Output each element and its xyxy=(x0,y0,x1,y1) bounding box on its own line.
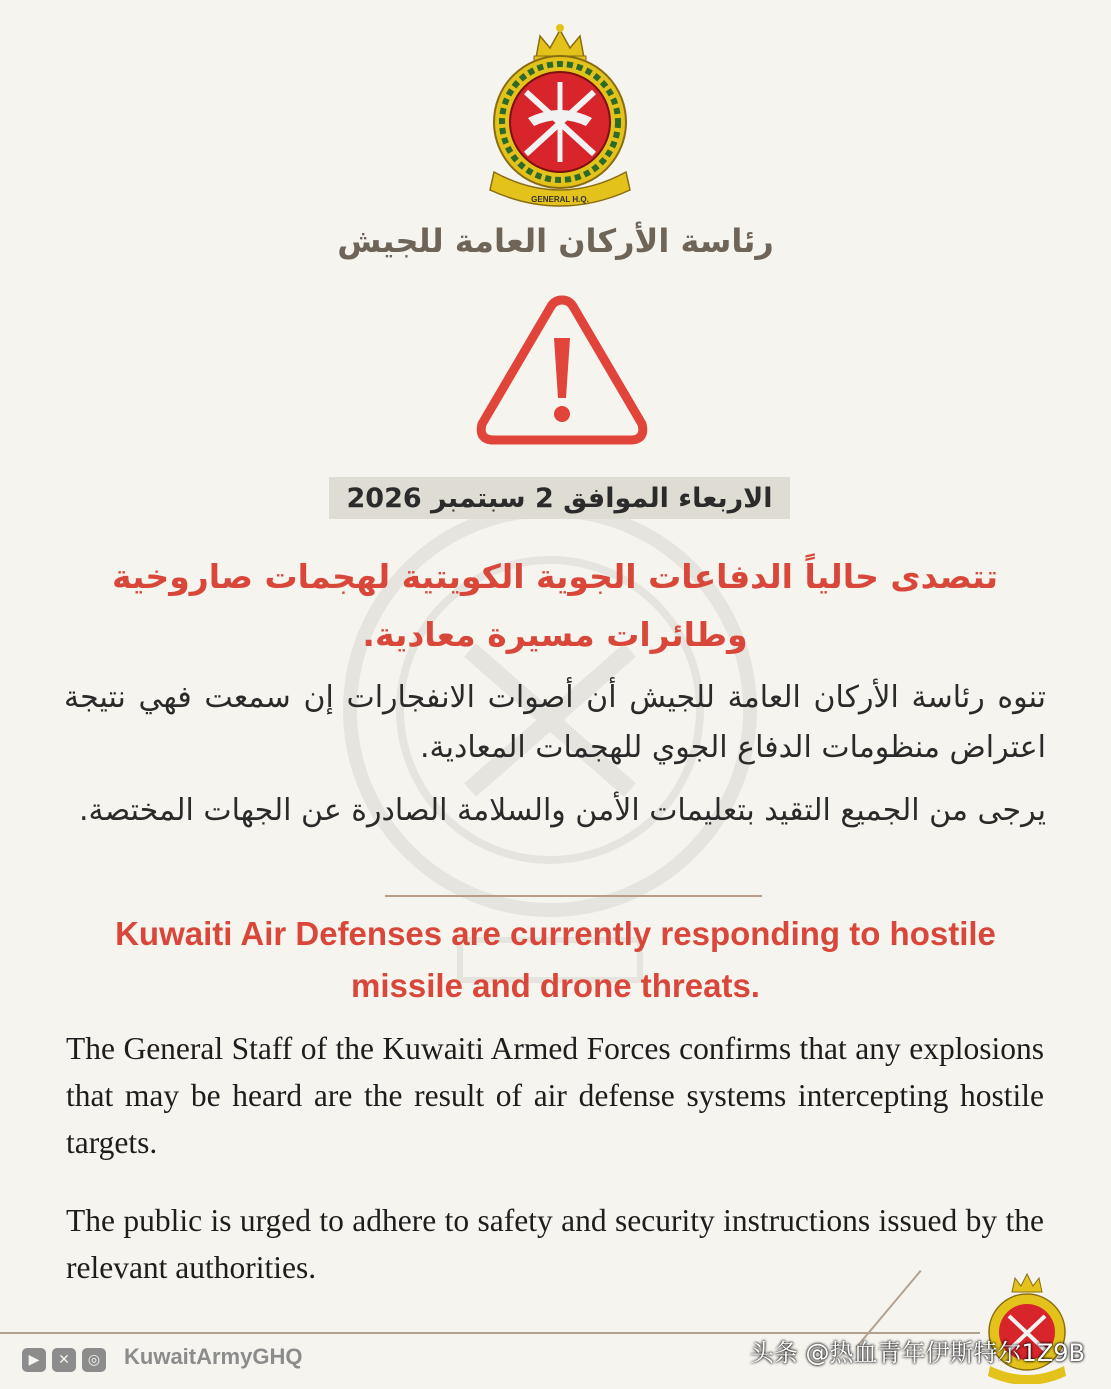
instagram-icon[interactable]: ◎ xyxy=(82,1348,106,1372)
arabic-headline: تتصدى حالياً الدفاعات الجوية الكويتية لهجمات صاروخية وطائرات مسيرة معادية. xyxy=(111,557,999,654)
english-headline: Kuwaiti Air Defenses are currently responding to hostile missile and drone threats. xyxy=(115,915,996,1004)
english-paragraph-2: The public is urged to adhere to safety and security instructions issued by the relevant authorities. xyxy=(66,1203,1044,1285)
logo-text: GENERAL H.Q. xyxy=(531,195,589,204)
x-icon[interactable]: ✕ xyxy=(52,1348,76,1372)
social-icons xyxy=(22,1348,106,1372)
section-divider xyxy=(385,895,762,897)
date-label: الاربعاء الموافق 2 سبتمبر 2026 xyxy=(329,477,790,519)
arabic-paragraph-2: يرجى من الجميع التقيد بتعليمات الأمن والسلامة الصادرة عن الجهات المختصة. xyxy=(78,793,1046,828)
credit-watermark: 头条 @热血青年伊斯特尔1Z9B xyxy=(749,1339,1085,1367)
english-paragraph-1: The General Staff of the Kuwaiti Armed Forces confirms that any explosions that may be heard are the result of air defense systems intercepting hostile targets. xyxy=(66,1031,1044,1160)
social-handle[interactable]: KuwaitArmyGHQ xyxy=(124,1344,303,1369)
warning-triangle-icon xyxy=(474,290,650,450)
arabic-paragraph-1: تنوه رئاسة الأركان العامة للجيش أن أصوات الانفجارات إن سمعت فهي نتيجة اعتراض منظومات الدفاع الجوي للهجمات المعادية. xyxy=(64,680,1046,765)
kuwait-army-emblem-icon xyxy=(478,22,643,212)
organization-title: رئاسة الأركان العامة للجيش xyxy=(337,222,774,260)
youtube-icon[interactable]: ▶ xyxy=(22,1348,46,1372)
